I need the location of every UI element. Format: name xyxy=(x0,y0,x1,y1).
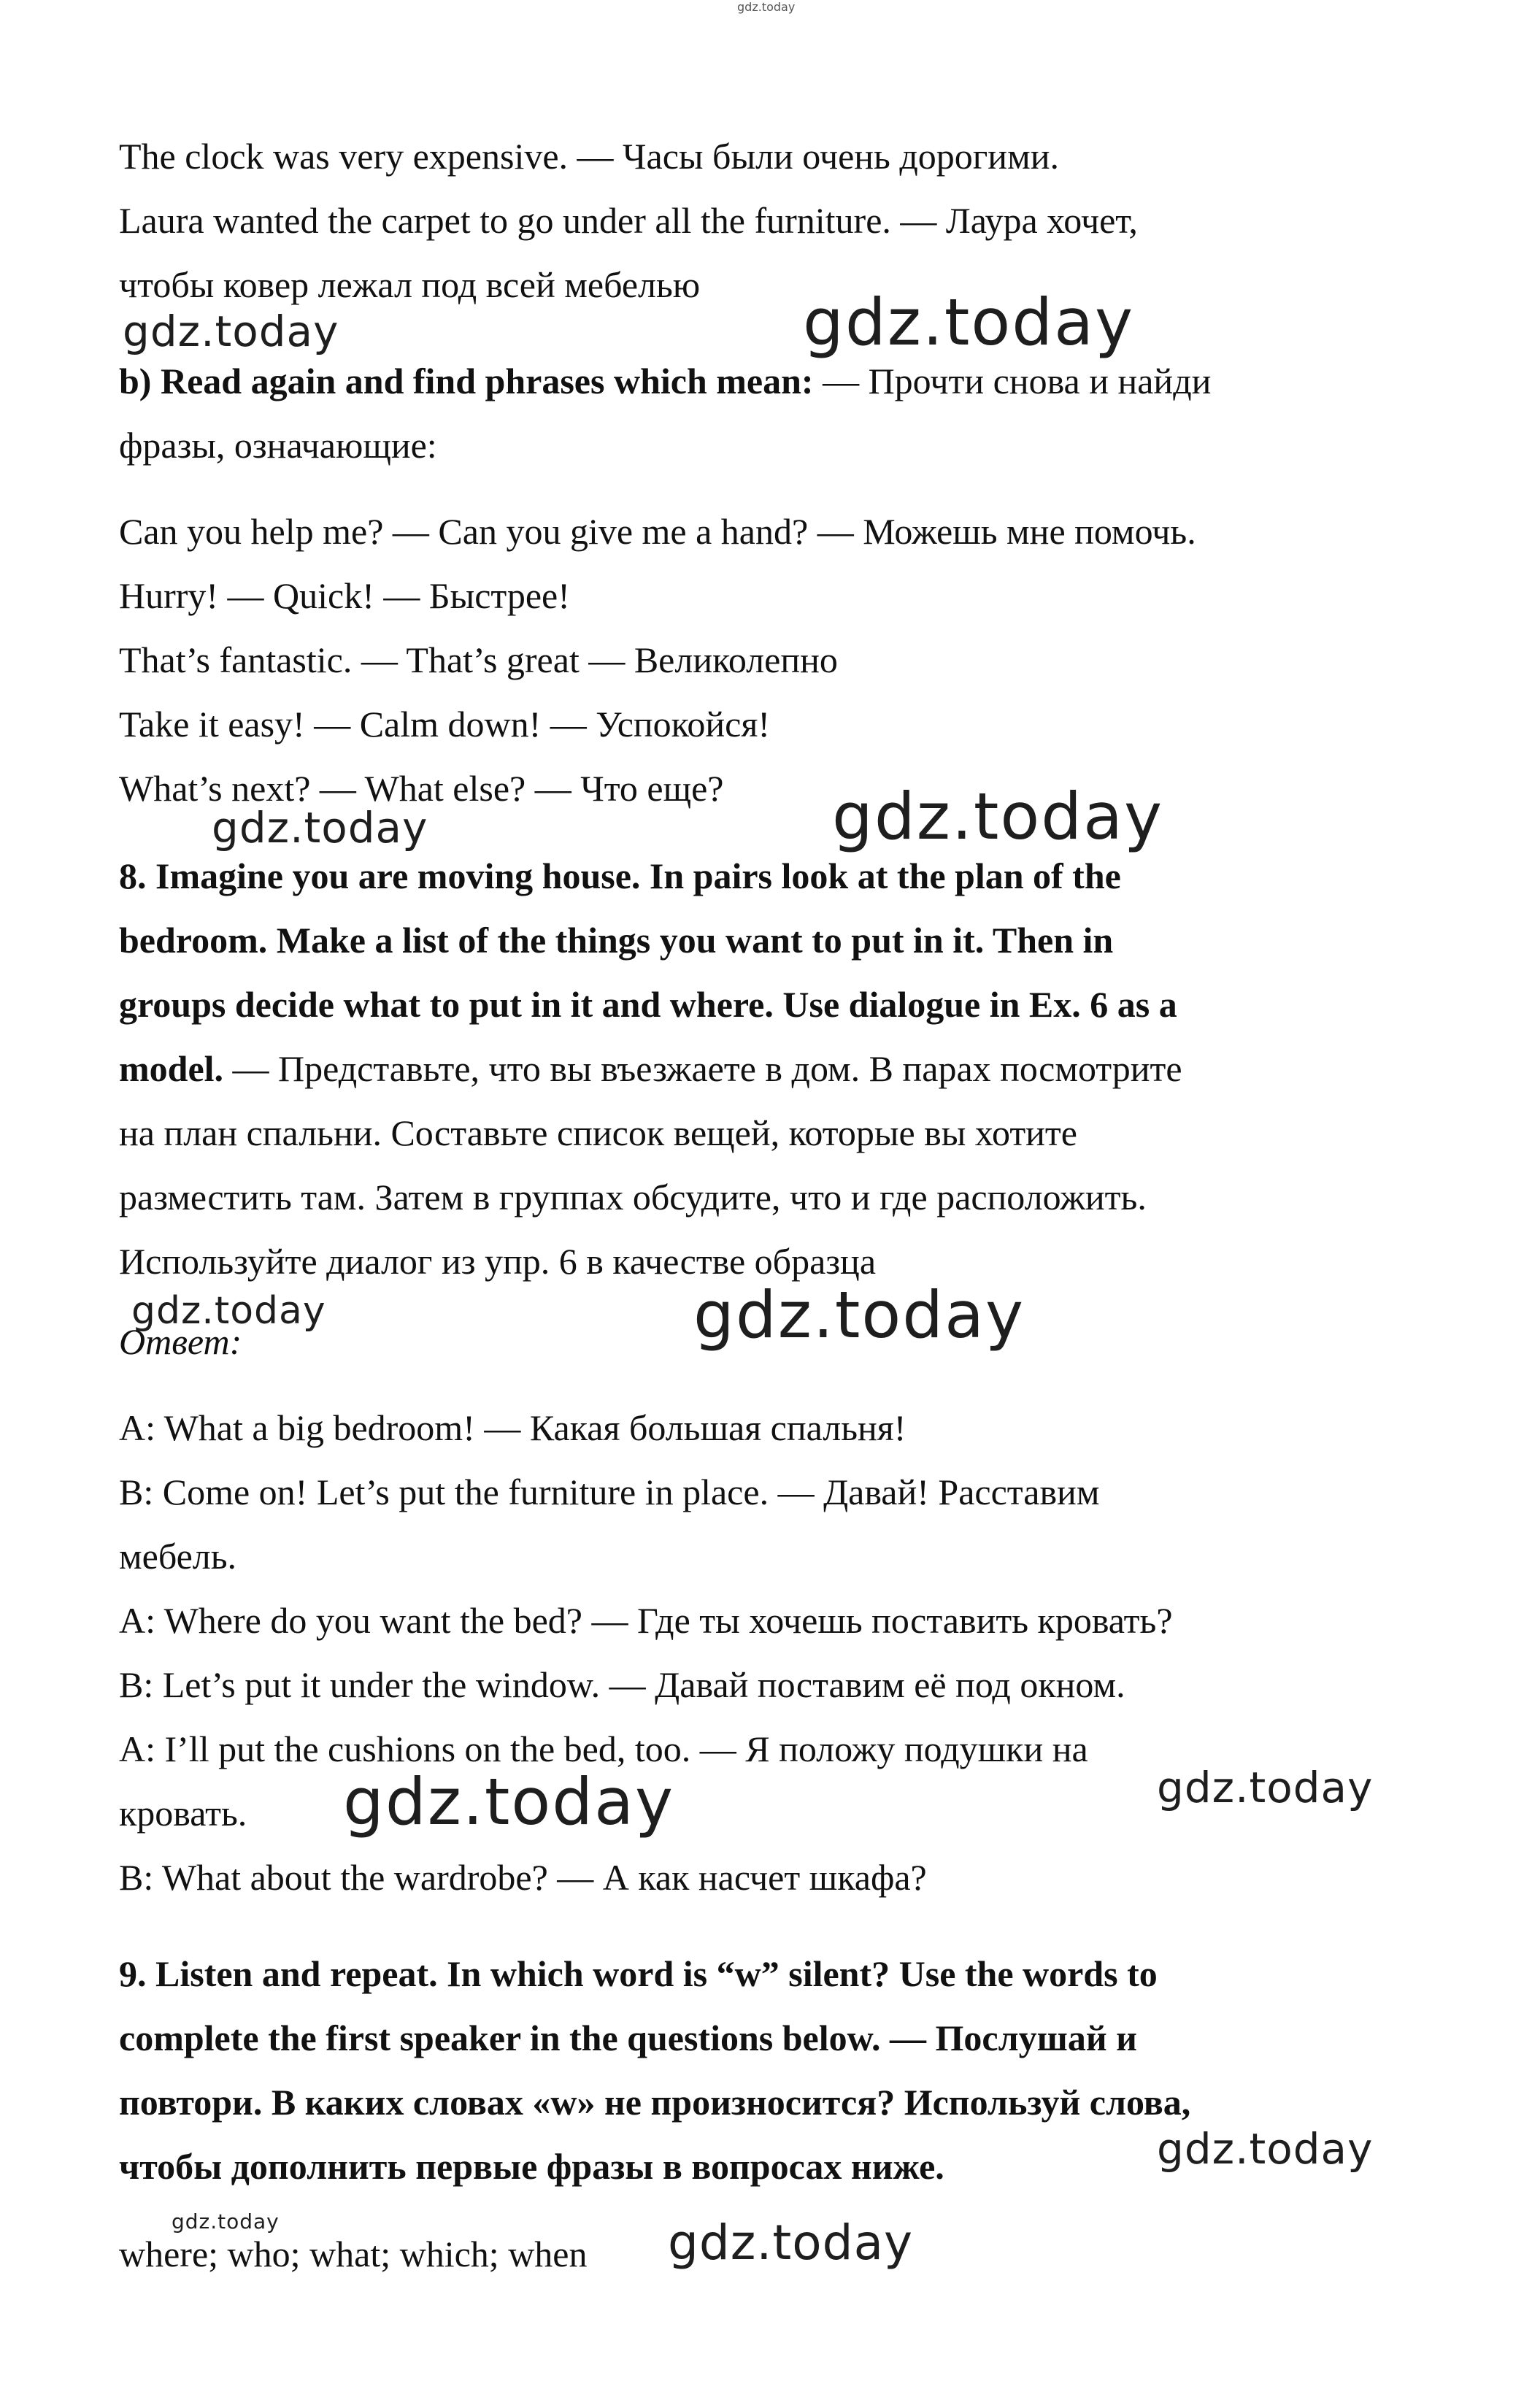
watermark: gdz.today xyxy=(693,1277,1025,1353)
answer-label-text: Ответ: xyxy=(119,1321,242,1362)
task-9-bold: повтори. В каких словах «w» не произносится? Используй слова, xyxy=(119,2082,1191,2123)
task-8-line xyxy=(119,982,1177,1026)
dialogue-line: B: What about the wardrobe? — А как насчет шкафа? xyxy=(119,1857,927,1898)
dialogue-line: кровать. xyxy=(119,1793,247,1834)
dialogue-line: A: Where do you want the bed? — Где ты хочешь поставить кровать? xyxy=(119,1600,1173,1641)
phrase-line: What’s next? — What else? — Что еще? xyxy=(119,768,724,809)
text-line: на план спальни. Составьте список вещей, которые вы хотите xyxy=(119,1112,1077,1153)
task-8-bold: 8. Imagine you are moving house. In pairs look at the plan of the xyxy=(119,855,1121,896)
task-8-bold: model. xyxy=(119,1048,224,1089)
words-line: where; who; what; which; when xyxy=(119,2234,588,2274)
task-8-bold: groups decide what to put in it and where. Use dialogue in Ex. 6 as a xyxy=(119,984,1177,1025)
dialogue-line: A: What a big bedroom! — Какая большая спальня! xyxy=(119,1407,907,1448)
task-b-title: b) Read again and find phrases which mean: xyxy=(119,361,814,401)
task-8-line xyxy=(119,854,1121,898)
task-9-bold: 9. Listen and repeat. In which word is “w” silent? Use the words to xyxy=(119,1953,1158,1994)
task-b-translation: — Прочти снова и найди xyxy=(813,361,1212,401)
watermark: gdz.today xyxy=(1157,2124,1374,2174)
task-b-heading xyxy=(119,359,1211,403)
watermark: gdz.today xyxy=(668,2215,914,2271)
phrase-line: Hurry! — Quick! — Быстрее! xyxy=(119,575,570,616)
watermark: gdz.today xyxy=(123,307,339,356)
task-9-line xyxy=(119,1952,1158,1996)
watermark-top: gdz.today xyxy=(737,0,796,14)
dialogue-line: B: Let’s put it under the window. — Давай поставим её под окном. xyxy=(119,1664,1125,1705)
watermark: gdz.today xyxy=(803,285,1135,360)
text-line: фразы, означающие: xyxy=(119,425,437,466)
task-9-line xyxy=(119,2080,1190,2124)
watermark: gdz.today xyxy=(1157,1763,1374,1812)
text-line: Используйте диалог из упр. 6 в качестве образца xyxy=(119,1241,877,1282)
task-8-translation: — Представьте, что вы въезжаете в дом. В парах посмотрите xyxy=(223,1048,1182,1089)
answer-label xyxy=(119,1320,242,1363)
phrase-line: Take it easy! — Calm down! — Успокойся! xyxy=(119,704,770,745)
watermark: gdz.today xyxy=(343,1764,675,1839)
phrase-line: That’s fantastic. — That’s great — Великолепно xyxy=(119,639,838,680)
task-8-line xyxy=(119,918,1113,962)
text-line: Laura wanted the carpet to go under all the furniture. — Лаура хочет, xyxy=(119,200,1138,241)
task-8-line xyxy=(119,1047,1182,1090)
text-line: чтобы ковер лежал под всей мебелью xyxy=(119,264,701,305)
watermark: gdz.today xyxy=(212,803,428,853)
task-9-bold: complete the first speaker in the questions below. — Послушай и xyxy=(119,2017,1137,2058)
text-line: разместить там. Затем в группах обсудите, что и где расположить. xyxy=(119,1177,1147,1218)
dialogue-line: мебель. xyxy=(119,1536,237,1577)
text-line: The clock was very expensive. — Часы были очень дорогими. xyxy=(119,136,1059,177)
task-9-line xyxy=(119,2144,944,2188)
task-9-bold: чтобы дополнить первые фразы в вопросах ниже. xyxy=(119,2146,944,2187)
dialogue-line: A: I’ll put the cushions on the bed, too. — Я положу подушки на xyxy=(119,1728,1088,1769)
watermark: gdz.today xyxy=(172,2209,280,2234)
phrase-line: Can you help me? — Can you give me a hand? — Можешь мне помочь. xyxy=(119,511,1196,552)
watermark: gdz.today xyxy=(832,779,1164,854)
watermark: gdz.today xyxy=(131,1289,326,1333)
task-8-bold: bedroom. Make a list of the things you want to put in it. Then in xyxy=(119,920,1114,961)
task-9-line xyxy=(119,2016,1137,2060)
dialogue-line: B: Come on! Let’s put the furniture in place. — Давай! Расставим xyxy=(119,1472,1100,1512)
